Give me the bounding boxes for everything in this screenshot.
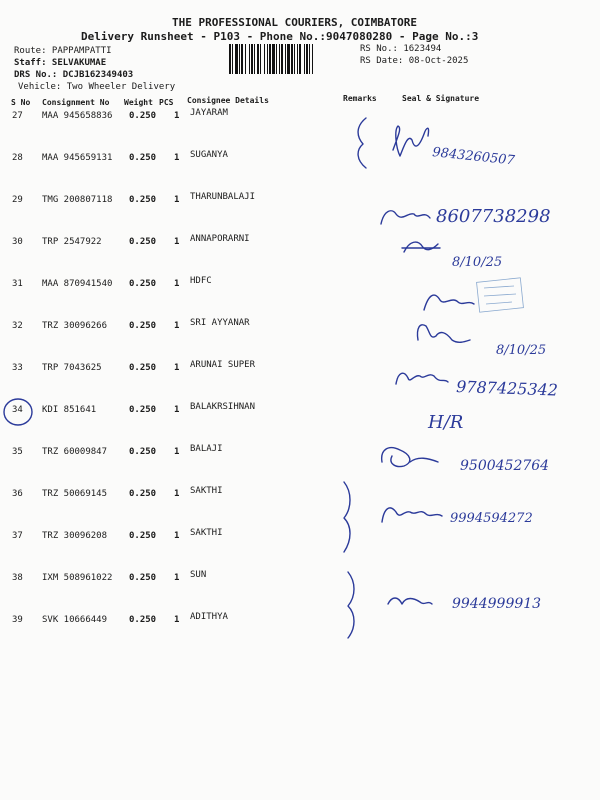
- brace-mark: [344, 482, 350, 552]
- row-weight: 0.250: [129, 153, 157, 163]
- row-consignee: ADITHYA: [190, 612, 228, 622]
- col-remarks: Remarks: [343, 94, 377, 103]
- row-sno: 31: [12, 279, 23, 289]
- col-seal-signature: Seal & Signature: [402, 94, 480, 103]
- row-sno: 35: [12, 447, 23, 457]
- row-sno: 37: [12, 531, 23, 541]
- row-pcs: 1: [174, 321, 180, 331]
- row-consignment: KDI 851641: [42, 405, 97, 415]
- signature-mark: [382, 508, 442, 522]
- row-pcs: 1: [174, 153, 180, 163]
- row-pcs: 1: [174, 279, 180, 289]
- brace-mark: [348, 572, 354, 638]
- row-sno: 32: [12, 321, 23, 331]
- runsheet-subtitle: Delivery Runsheet - P103 - Phone No.:9047080280 - Page No.:3: [81, 30, 479, 43]
- row-consignee: SAKTHI: [190, 528, 223, 538]
- row-sno: 27: [12, 111, 23, 121]
- row-pcs: 1: [174, 615, 180, 625]
- row-consignee: SAKTHI: [190, 486, 223, 496]
- row-pcs: 1: [174, 489, 180, 499]
- delivery-stamp: [477, 278, 524, 312]
- row-sno: 34: [12, 405, 23, 415]
- row-consignee: SRI AYYANAR: [190, 318, 250, 328]
- row-weight: 0.250: [129, 573, 157, 583]
- row-sno: 33: [12, 363, 23, 373]
- drs-label: DRS No.: DCJB162349403: [14, 70, 134, 80]
- route-label: Route: PAPPAMPATTI: [14, 46, 112, 56]
- row-weight: 0.250: [129, 447, 157, 457]
- handwritten-phone: 9944999913: [452, 596, 542, 612]
- row-weight: 0.250: [129, 405, 157, 415]
- handwritten-note: H/R: [428, 412, 464, 433]
- signature-mark: [396, 373, 448, 384]
- handwritten-phone: 9994594272: [450, 511, 533, 526]
- row-consignee: BALAJI: [190, 444, 223, 454]
- row-weight: 0.250: [129, 531, 157, 541]
- handwritten-date: 8/10/25: [452, 255, 503, 270]
- row-consignee: THARUNBALAJI: [190, 192, 256, 202]
- row-sno: 28: [12, 153, 23, 163]
- handwritten-phone: 9500452764: [460, 458, 550, 474]
- handwritten-date: 8/10/25: [496, 343, 547, 358]
- col-pcs: PCS: [159, 98, 174, 107]
- row-consignee: ARUNAI SUPER: [190, 360, 256, 370]
- row-consignment: TRZ 30096266: [42, 321, 108, 331]
- row-consignment: IXM 508961022: [42, 573, 113, 583]
- row-consignee: ANNAPORARNI: [190, 234, 250, 244]
- row-consignee: BALAKRSIHNAN: [190, 402, 256, 412]
- row-weight: 0.250: [129, 321, 157, 331]
- row-consignment: TMG 200807118: [42, 195, 113, 205]
- row-sno: 36: [12, 489, 23, 499]
- handwritten-phone: 9787425342: [455, 377, 559, 400]
- row-sno: 39: [12, 615, 23, 625]
- signature-mark: [382, 448, 438, 467]
- col-consignment: Consignment No: [42, 98, 110, 107]
- row-pcs: 1: [174, 447, 180, 457]
- row-consignment: TRP 2547922: [42, 237, 102, 247]
- handwritten-phone: 8607738298: [436, 206, 551, 227]
- row-pcs: 1: [174, 405, 180, 415]
- row-weight: 0.250: [129, 237, 157, 247]
- signature-mark: [404, 242, 438, 252]
- row-sno: 29: [12, 195, 23, 205]
- row-consignee: SUGANYA: [190, 150, 228, 160]
- signature-mark: [393, 126, 429, 156]
- row-pcs: 1: [174, 363, 180, 373]
- circle-mark: [4, 399, 32, 425]
- row-consignee: JAYARAM: [190, 108, 228, 118]
- row-weight: 0.250: [129, 489, 157, 499]
- signature-mark: [381, 211, 430, 224]
- signature-mark: [424, 295, 474, 310]
- row-weight: 0.250: [129, 363, 157, 373]
- row-sno: 30: [12, 237, 23, 247]
- col-weight: Weight: [124, 98, 153, 107]
- row-pcs: 1: [174, 573, 180, 583]
- col-consignee: Consignee Details: [187, 96, 269, 105]
- handwritten-phone: 9843260507: [431, 145, 516, 169]
- row-pcs: 1: [174, 111, 180, 121]
- row-consignee: HDFC: [190, 276, 212, 286]
- col-sno: S No: [11, 98, 31, 107]
- staff-label: Staff: SELVAKUMAE: [14, 58, 107, 68]
- company-title: THE PROFESSIONAL COURIERS, COIMBATORE: [172, 16, 418, 29]
- row-consignment: TRZ 60009847: [42, 447, 108, 457]
- row-weight: 0.250: [129, 195, 157, 205]
- signature-mark: [388, 598, 432, 604]
- row-consignment: MAA 945659131: [42, 153, 113, 163]
- row-consignee: SUN: [190, 570, 207, 580]
- row-consignment: TRZ 30096208: [42, 531, 108, 541]
- rs-date: RS Date: 08-Oct-2025: [360, 56, 469, 66]
- row-pcs: 1: [174, 531, 180, 541]
- vehicle-label: Vehicle: Two Wheeler Delivery: [18, 82, 176, 92]
- row-consignment: MAA 945658836: [42, 111, 113, 121]
- row-sno: 38: [12, 573, 23, 583]
- brace-mark: [358, 118, 366, 168]
- row-weight: 0.250: [129, 615, 157, 625]
- row-consignment: SVK 10666449: [42, 615, 108, 625]
- row-consignment: TRZ 50069145: [42, 489, 108, 499]
- row-pcs: 1: [174, 237, 180, 247]
- row-consignment: MAA 870941540: [42, 279, 113, 289]
- row-consignment: TRP 7043625: [42, 363, 102, 373]
- row-weight: 0.250: [129, 279, 157, 289]
- row-weight: 0.250: [129, 111, 157, 121]
- rs-number: RS No.: 1623494: [360, 44, 442, 54]
- row-pcs: 1: [174, 195, 180, 205]
- signature-mark: [417, 325, 470, 343]
